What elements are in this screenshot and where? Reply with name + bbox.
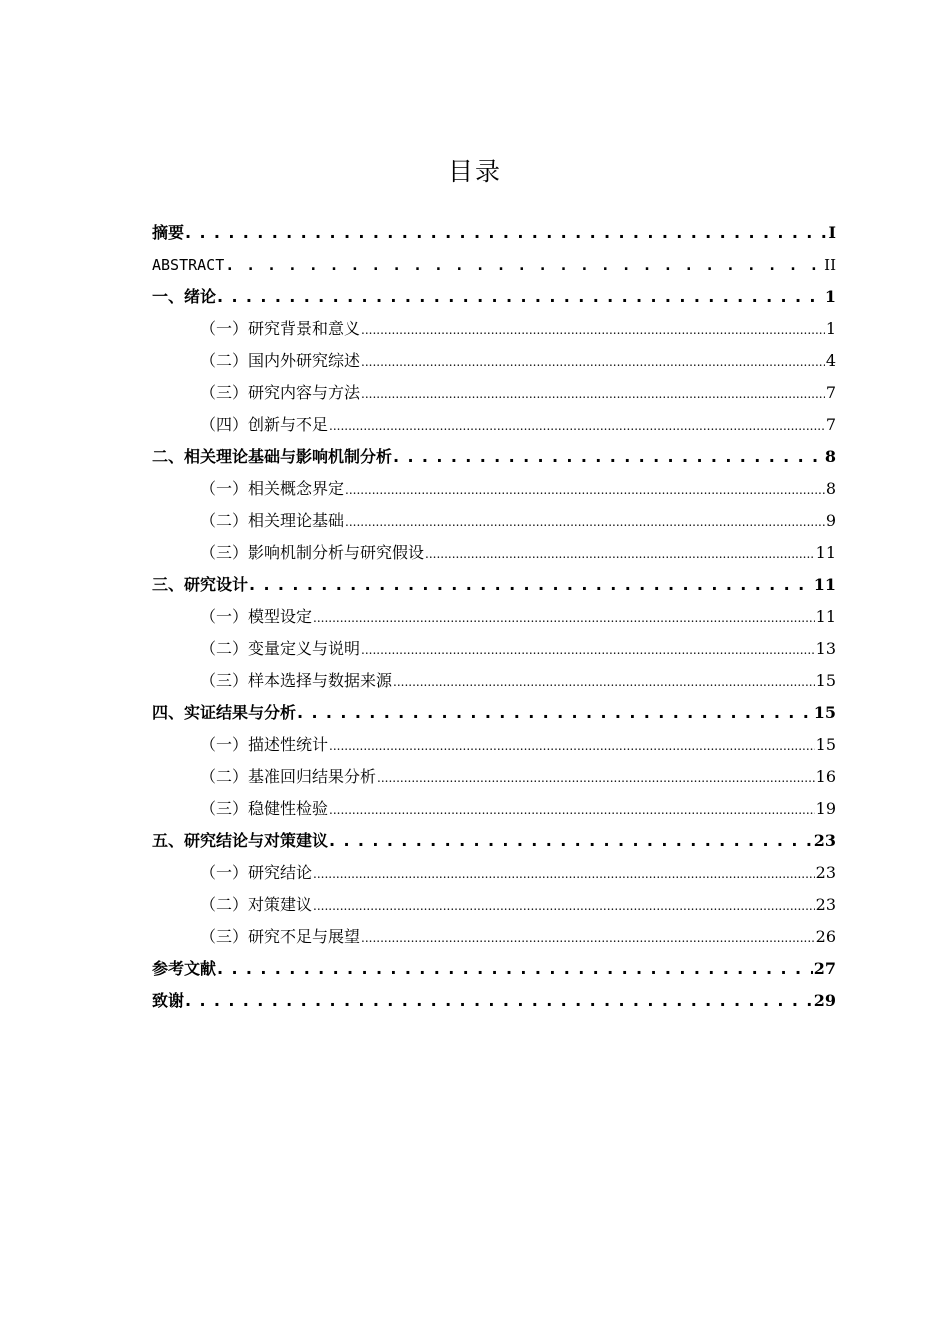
toc-entry-number: （二）	[200, 895, 249, 914]
toc-chapter-entry[interactable]	[152, 569, 836, 601]
toc-page-number: 16	[815, 767, 836, 786]
table-of-contents	[152, 217, 836, 1017]
toc-section-entry[interactable]	[152, 633, 836, 665]
dot-leader	[425, 537, 815, 570]
toc-entry-number: 一、	[152, 287, 185, 306]
toc-entry-title: 创新与不足	[248, 415, 329, 434]
toc-entry-title: ABSTRACT	[152, 256, 225, 274]
toc-page-number: 7	[825, 415, 836, 434]
toc-entry-number: （二）	[200, 767, 249, 786]
toc-entry-number: （三）	[200, 543, 249, 562]
toc-entry-title: 描述性统计	[248, 735, 329, 754]
toc-page-number: 1	[824, 287, 836, 306]
toc-page-number: 1	[825, 319, 836, 338]
toc-page-number: 4	[825, 351, 836, 370]
toc-page-number: 15	[815, 671, 836, 690]
toc-entry-number: （三）	[200, 383, 249, 402]
dot-leader	[393, 441, 824, 473]
toc-entry-number: （一）	[200, 863, 249, 882]
dot-leader	[297, 697, 813, 729]
dot-leader	[345, 505, 825, 538]
toc-page-number: 13	[815, 639, 836, 658]
toc-entry-title: 对策建议	[248, 895, 313, 914]
toc-entry-title: 稳健性检验	[248, 799, 329, 818]
toc-section-entry[interactable]	[152, 793, 836, 825]
toc-entry-title: 研究结论与对策建议	[184, 831, 329, 850]
toc-page-number: 27	[813, 959, 836, 978]
toc-section-entry[interactable]	[152, 601, 836, 633]
toc-section-entry[interactable]	[152, 729, 836, 761]
dot-leader	[185, 985, 813, 1017]
toc-entry-title: 研究设计	[184, 575, 249, 594]
toc-entry-number: （三）	[200, 799, 249, 818]
toc-page-number: 15	[815, 735, 836, 754]
toc-entry-title: 绪论	[184, 287, 217, 306]
dot-leader	[361, 313, 825, 346]
toc-section-entry[interactable]	[152, 505, 836, 537]
toc-section-entry[interactable]	[152, 377, 836, 409]
toc-entry-title: 研究不足与展望	[248, 927, 361, 946]
toc-section-entry[interactable]	[152, 345, 836, 377]
toc-entry-number: （三）	[200, 927, 249, 946]
toc-page-number: 8	[825, 479, 836, 498]
dot-leader	[313, 889, 815, 922]
toc-chapter-entry[interactable]	[152, 217, 836, 249]
toc-chapter-entry[interactable]	[152, 697, 836, 729]
toc-entry-number: （一）	[200, 735, 249, 754]
toc-entry-number: （四）	[200, 415, 249, 434]
toc-entry-title: 研究内容与方法	[248, 383, 361, 402]
toc-entry-title: 影响机制分析与研究假设	[248, 543, 425, 562]
toc-page-number: 11	[813, 575, 836, 594]
toc-entry-title: 实证结果与分析	[184, 703, 297, 722]
toc-entry-title: 研究结论	[248, 863, 313, 882]
toc-section-entry[interactable]	[152, 409, 836, 441]
toc-entry-number: （一）	[200, 319, 249, 338]
toc-page-number: 26	[815, 927, 836, 946]
toc-page-number: 23	[813, 831, 836, 850]
toc-title: 目录	[447, 157, 502, 186]
toc-page-number: II	[824, 256, 836, 274]
dot-leader	[377, 761, 815, 794]
toc-chapter-entry[interactable]	[152, 825, 836, 857]
toc-page-number: 11	[815, 543, 836, 562]
dot-leader	[361, 377, 825, 410]
toc-entry-title: 研究背景和意义	[248, 319, 361, 338]
dot-leader	[249, 569, 813, 601]
toc-entry-title: 基准回归结果分析	[248, 767, 377, 786]
toc-entry-number: 三、	[152, 575, 185, 594]
toc-entry-number: （二）	[200, 511, 249, 530]
dot-leader	[225, 249, 823, 281]
toc-entry-number: 二、	[152, 447, 185, 466]
toc-section-entry[interactable]	[152, 857, 836, 889]
dot-leader	[313, 857, 815, 890]
dot-leader	[393, 665, 815, 698]
dot-leader	[329, 409, 825, 442]
dot-leader	[361, 345, 825, 378]
toc-section-entry[interactable]	[152, 665, 836, 697]
dot-leader	[329, 793, 815, 826]
toc-entry-title: 样本选择与数据来源	[248, 671, 393, 690]
toc-chapter-entry[interactable]	[152, 441, 836, 473]
toc-page-number: 19	[815, 799, 836, 818]
toc-section-entry[interactable]	[152, 473, 836, 505]
dot-leader	[329, 729, 815, 762]
dot-leader	[361, 921, 815, 954]
toc-entry-title: 相关理论基础	[248, 511, 345, 530]
toc-section-entry[interactable]	[152, 313, 836, 345]
toc-entry-title: 国内外研究综述	[248, 351, 361, 370]
toc-entry-title: 变量定义与说明	[248, 639, 361, 658]
toc-page-number: 11	[815, 607, 836, 626]
dot-leader	[217, 953, 813, 985]
toc-page-number: 9	[825, 511, 836, 530]
toc-chapter-entry[interactable]	[152, 281, 836, 313]
toc-page-number: 7	[825, 383, 836, 402]
toc-page-number: 23	[815, 863, 836, 882]
toc-entry-title: 致谢	[152, 991, 185, 1010]
toc-entry-number: （一）	[200, 479, 249, 498]
toc-section-entry[interactable]	[152, 921, 836, 953]
toc-entry-number: （一）	[200, 607, 249, 626]
toc-entry-number: （三）	[200, 671, 249, 690]
dot-leader	[185, 217, 828, 249]
toc-entry-title: 模型设定	[248, 607, 313, 626]
toc-page-number: 29	[813, 991, 836, 1010]
dot-leader	[313, 601, 815, 634]
toc-chapter-entry[interactable]	[152, 953, 836, 985]
toc-chapter-entry[interactable]	[152, 249, 836, 281]
dot-leader	[345, 473, 825, 506]
toc-section-entry[interactable]	[152, 537, 836, 569]
toc-entry-title: 相关概念界定	[248, 479, 345, 498]
toc-section-entry[interactable]	[152, 889, 836, 921]
dot-leader	[217, 281, 824, 313]
dot-leader	[329, 825, 813, 857]
toc-entry-number: （二）	[200, 639, 249, 658]
toc-chapter-entry[interactable]	[152, 985, 836, 1017]
toc-entry-title: 摘要	[152, 223, 185, 242]
dot-leader	[361, 633, 815, 666]
toc-entry-title: 参考文献	[152, 959, 217, 978]
toc-page-number: 15	[813, 703, 836, 722]
toc-section-entry[interactable]	[152, 761, 836, 793]
toc-page-number: I	[828, 223, 836, 242]
toc-entry-number: （二）	[200, 351, 249, 370]
toc-entry-number: 四、	[152, 703, 185, 722]
toc-page-number: 23	[815, 895, 836, 914]
toc-page-number: 8	[824, 447, 836, 466]
toc-entry-title: 相关理论基础与影响机制分析	[184, 447, 393, 466]
toc-entry-number: 五、	[152, 831, 185, 850]
